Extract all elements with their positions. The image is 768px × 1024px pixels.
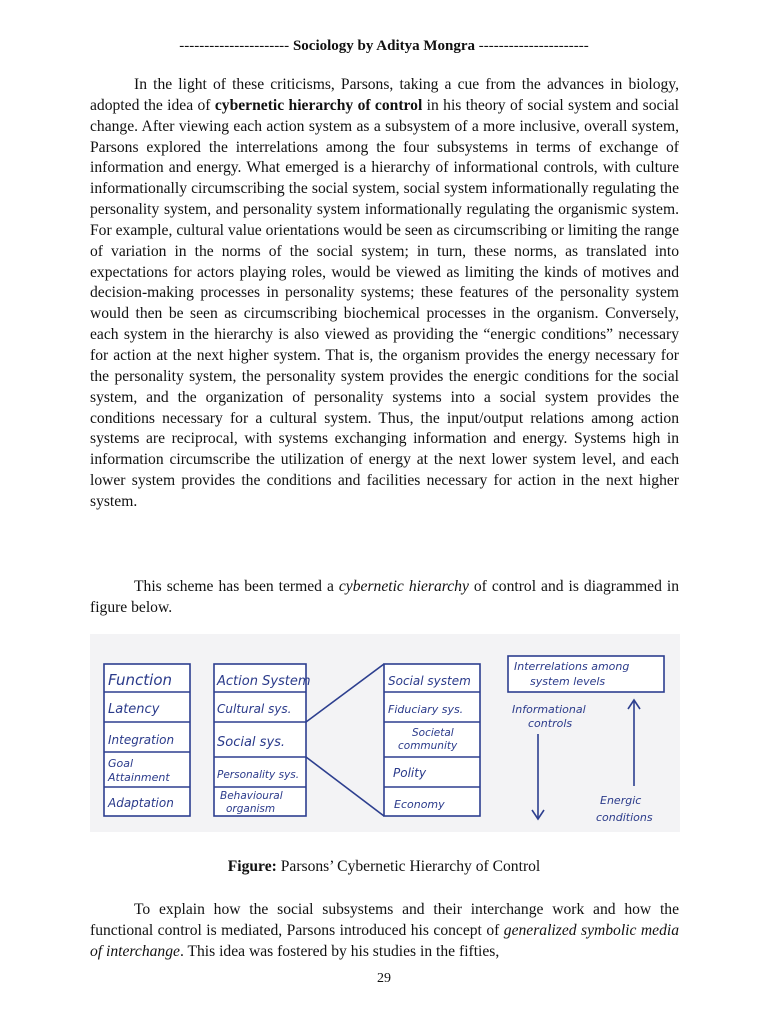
connector-lower: [306, 757, 384, 816]
function-label: Function: [108, 671, 173, 689]
paragraph-2-italic: cybernetic hierarchy: [338, 578, 469, 595]
paragraph-3: [90, 900, 679, 963]
page-number: 29: [377, 971, 391, 986]
paragraph-1-bold: cybernetic hierarchy of control: [214, 96, 423, 114]
interrelations-label: Interrelations among system levels: [514, 660, 630, 688]
action-system-label: Action System: [217, 674, 311, 689]
paragraph-3-text-a: To explain how the social subsystems and their interchange work and how the functional control is mediated, Parsons introduced his concept of: [90, 901, 679, 939]
economy-label: Economy: [394, 798, 445, 811]
personality-sys-label: Personality sys.: [217, 769, 300, 781]
informational-controls-label: Informational controls: [512, 703, 586, 730]
hierarchy-diagram: [90, 634, 680, 832]
behavioural-organism-label: Behavioural organism: [220, 790, 283, 815]
header-dashes-right: ----------------------: [478, 38, 589, 54]
paragraph-1-text-b: in his theory of social system and social change. After viewing each action system as a subsystem of a more inclusive, overall system, Parsons explored the interrelations among the four subsystems in terms of exchange of information and energy. What emerged is a hierarchy of informational controls, with culture informationally circumscribing the social system, social system informationally regulating the personality system, and personality system informationally regulating the organismic system. For example, cultural value orientations would be seen as circumscribing or limiting the range of variation in the norms of the social system; in turn, these norms, as translated into expectations for actors playing roles, would be viewed as limiting the kinds of motives and decision-making processes in personality systems; these features of the personality system would then be seen as circumscribing biochemical processes in the organism. Conversely, each system in the hierarchy is also viewed as providing the “energic conditions” necessary for action at the next higher system. That is, the organism provides the energy necessary for the personality system, the personality system provides the energic conditions for the social system, and the organization of personality systems into a social system provides the conditions necessary for a cultural system. Thus, the input/output relations among action systems are reciprocal, with systems exchanging information and energy. Systems high in information circumscribe the utilization of energy at the next lower system level, and each lower system provides the conditions and facilities necessary for action in the next higher system.: [90, 96, 680, 510]
paragraph-3-italic: generalized symbolic media of interchange: [90, 921, 679, 960]
paragraph-2: [90, 577, 679, 619]
social-system-label: Social system: [388, 674, 471, 688]
societal-community-label: Societal community: [398, 727, 458, 752]
integration-label: Integration: [108, 733, 175, 747]
cultural-sys-label: Cultural sys.: [217, 702, 292, 716]
fiduciary-sys-label: Fiduciary sys.: [388, 703, 464, 716]
connector-upper: [306, 664, 384, 722]
paragraph-2-text-a: This scheme has been termed a: [134, 578, 339, 595]
polity-label: Polity: [393, 766, 427, 780]
paragraph-1-text-a: In the light of these criticisms, Parsons, taking a cue from the advances in biology, adopted the idea of: [90, 76, 679, 114]
paragraph-3-text-b: . This idea was fostered by his studies in the fifties,: [179, 942, 500, 960]
social-sys-label: Social sys.: [217, 735, 286, 750]
energic-conditions-label: Energic conditions: [596, 794, 653, 824]
latency-label: Latency: [108, 702, 160, 717]
goal-attainment-label: Goal Attainment: [108, 757, 170, 784]
running-header: [0, 38, 768, 55]
header-title: Sociology by Aditya Mongra: [292, 38, 476, 54]
hierarchy-figure: [90, 634, 680, 832]
paragraph-1: [90, 75, 679, 513]
header-dashes-left: ----------------------: [179, 38, 290, 54]
caption-text: Parsons’ Cybernetic Hierarchy of Control: [276, 858, 541, 875]
caption-label: Figure:: [227, 858, 277, 875]
adaptation-label: Adaptation: [108, 796, 174, 810]
paragraph-2-text-b: of control and is diagrammed in figure below.: [90, 578, 679, 616]
figure-caption: [0, 858, 768, 876]
